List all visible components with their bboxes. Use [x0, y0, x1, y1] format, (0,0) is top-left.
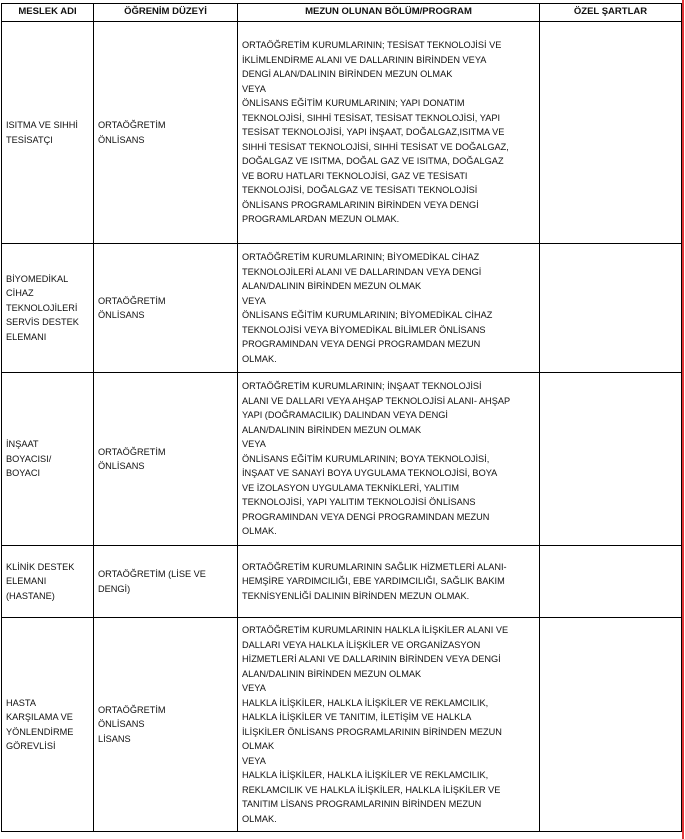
occupation-table	[1, 3, 682, 832]
program-line: HALKLA İLİŞKİLER, HALKLA İLİŞKİLER VE REKLAMCILIK,	[242, 770, 489, 780]
education-level-line: ÖNLİSANS	[98, 719, 145, 730]
program-line: PROGRAMINDAN VEYA DENGİ PROGRAMINDAN MEZUN	[242, 511, 490, 522]
program-line: VEYA	[242, 83, 266, 94]
table-header-row	[2, 4, 682, 22]
special-conditions-cell	[540, 546, 682, 618]
program-line: YAPI (DOĞRAMACILIK) DALINDAN VEYA DENGİ	[242, 410, 448, 421]
program-line: VEYA	[242, 683, 266, 693]
occupation-line: BOYACI	[6, 468, 41, 479]
program-line: OLMAK	[242, 741, 275, 751]
education-level-cell	[94, 22, 238, 244]
table-row	[2, 22, 682, 244]
header-occupation: MESLEK ADI	[2, 4, 94, 22]
table-row	[2, 244, 682, 373]
program-cell	[238, 546, 540, 618]
program-line: ÖNLİSANS EĞİTİM KURUMLARININ; BOYA TEKNOLOJİSİ,	[242, 453, 490, 464]
occupation-cell	[2, 373, 94, 546]
program-line: TESİSAT TEKNOLOJİSİ, YAPI İNŞAAT, DOĞALGAZ,ISITMA VE	[242, 127, 505, 138]
program-line: ORTAÖĞRETİM KURUMLARININ; BİYOMEDİKAL CİHAZ	[242, 252, 480, 262]
occupation-line: ELEMANI	[6, 331, 47, 342]
program-line: TEKNOLOJİLERİ ALANI VE DALLARINDAN VEYA DENGİ	[242, 266, 482, 277]
program-line: TEKNİSYENLİĞİ DALININ BİRİNDEN MEZUN OLMAK.	[242, 590, 470, 601]
education-level-cell	[94, 618, 238, 832]
occupation-line: KLİNİK DESTEK	[6, 561, 75, 572]
occupation-line: ELEMANI	[6, 576, 47, 587]
program-line: ALAN/DALININ BİRİNDEN MEZUN OLMAK	[242, 668, 422, 679]
program-line: HALKLA İLİŞKİLER VE TANITIM, İLETİŞİM VE HALKLA	[242, 712, 472, 722]
education-level-line: ORTAÖĞRETİM	[98, 704, 166, 715]
header-program: MEZUN OLUNAN BÖLÜM/PROGRAM	[238, 4, 540, 22]
occupation-cell	[2, 22, 94, 244]
education-level-cell	[94, 244, 238, 373]
special-conditions-cell	[540, 618, 682, 832]
education-level-line: ORTAÖĞRETİM	[98, 120, 166, 130]
program-line: OLMAK.	[242, 526, 277, 537]
program-line: ORTAÖĞRETİM KURUMLARININ SAĞLIK HİZMETLERİ ALANI-	[242, 561, 507, 572]
program-line: ÖNLİSANS PROGRAMLARININ BİRİNDEN VEYA DENGİ	[242, 199, 479, 210]
program-line: OLMAK.	[242, 813, 277, 824]
program-line: OLMAK.	[242, 353, 277, 364]
program-line: ÖNLİSANS EĞİTİM KURUMLARININ; YAPI DONATIM	[242, 98, 465, 109]
program-line: DENGİ ALAN/DALININ BİRİNDEN MEZUN OLMAK	[242, 69, 453, 80]
table-row	[2, 546, 682, 618]
page-edge-line	[682, 0, 684, 839]
special-conditions-cell	[540, 244, 682, 373]
education-level-line: ÖNLİSANS	[98, 461, 145, 471]
education-level-line: DENGİ)	[98, 583, 131, 594]
table-row	[2, 618, 682, 832]
special-conditions-cell	[540, 373, 682, 546]
program-line: PROGRAMINDAN VEYA DENGİ PROGRAMDAN MEZUN	[242, 339, 481, 349]
occupation-line: YÖNLENDİRME	[6, 726, 74, 737]
occupation-line: SERVİS DESTEK	[6, 317, 79, 328]
program-line: VE İZOLASYON UYGULAMA TEKNİKLERİ, YALITIM	[242, 482, 459, 493]
education-level-line: ÖNLİSANS	[98, 134, 145, 145]
program-line: VE BORU HATLARI TEKNOLOJİSİ, GAZ VE TESİSATI	[242, 170, 468, 181]
occupation-cell	[2, 546, 94, 618]
special-conditions-cell	[540, 22, 682, 244]
program-line: VEYA	[242, 755, 266, 766]
program-line: ORTAÖĞRETİM KURUMLARININ; TESİSAT TEKNOLOJİSİ VE	[242, 40, 502, 51]
occupation-line: BİYOMEDİKAL	[6, 273, 69, 284]
program-line: ALANI VE DALLARI VEYA AHŞAP TEKNOLOJİSİ ALANI- AHŞAP	[242, 395, 511, 406]
program-line: TEKNOLOJİSİ, SIHHİ TESİSAT, TESİSAT TEKNOLOJİSİ, YAPI	[242, 112, 501, 123]
program-line: ALAN/DALININ BİRİNDEN MEZUN OLMAK	[242, 424, 422, 435]
program-line: REKLAMCILIK VE HALKLA İLİŞKİLER, HALKLA İLİŞKİLER VE	[242, 784, 501, 795]
occupation-line: KARŞILAMA VE	[6, 712, 73, 722]
program-line: VEYA	[242, 439, 266, 450]
education-level-line: ORTAÖĞRETİM (LİSE VE	[98, 569, 206, 579]
program-line: ORTAÖĞRETİM KURUMLARININ HALKLA İLİŞKİLER ALANI VE	[242, 625, 509, 635]
program-line: İKLİMLENDİRME ALANI VE DALLARININ BİRİNDEN VEYA	[242, 54, 487, 65]
program-cell	[238, 618, 540, 832]
program-line: VEYA	[242, 295, 266, 306]
occupation-line: İNŞAAT	[6, 439, 39, 450]
program-line: PROGRAMLARDAN MEZUN OLMAK.	[242, 214, 400, 225]
program-line: HALKLA İLİŞKİLER, HALKLA İLİŞKİLER VE REKLAMCILIK,	[242, 697, 489, 708]
program-line: ALAN/DALININ BİRİNDEN MEZUN OLMAK	[242, 281, 422, 291]
program-line: TANITIM LİSANS PROGRAMLARININ BİRİNDEN MEZUN	[242, 799, 482, 809]
program-line: DOĞALGAZ VE ISITMA, DOĞAL GAZ VE ISITMA, DOĞALGAZ	[242, 156, 504, 167]
program-line: İNŞAAT VE SANAYİ BOYA UYGULAMA TEKNOLOJİSİ, BOYA	[242, 468, 498, 479]
program-line: ORTAÖĞRETİM KURUMLARININ; İNŞAAT TEKNOLOJİSİ	[242, 381, 482, 392]
program-cell	[238, 244, 540, 373]
program-line: TEKNOLOJİSİ, DOĞALGAZ VE TESİSATI TEKNOLOJİSİ	[242, 185, 478, 196]
program-line: TEKNOLOJİSİ, YAPI YALITIM TEKNOLOJİSİ ÖNLİSANS	[242, 497, 476, 508]
header-special-conditions: ÖZEL ŞARTLAR	[540, 4, 682, 22]
education-level-line: ORTAÖĞRETİM	[98, 295, 166, 306]
occupation-cell	[2, 244, 94, 373]
program-line: ÖNLİSANS EĞİTİM KURUMLARININ; BİYOMEDİKAL CİHAZ	[242, 310, 493, 320]
program-line: TEKNOLOJİSİ VEYA BİYOMEDİKAL BİLİMLER ÖNLİSANS	[242, 324, 486, 335]
program-cell	[238, 22, 540, 244]
occupation-line: (HASTANE)	[6, 590, 55, 601]
occupation-line: TESİSATÇI	[6, 134, 53, 145]
occupation-line: ISITMA VE SIHHİ	[6, 120, 78, 130]
table-body	[2, 22, 682, 832]
education-level-line: ORTAÖĞRETİM	[98, 446, 166, 457]
program-line: DALLARI VEYA HALKLA İLİŞKİLER VE ORGANİZASYON	[242, 639, 481, 650]
occupation-line: BOYACISI/	[6, 453, 52, 464]
occupation-line: GÖREVLİSİ	[6, 741, 56, 751]
program-cell	[238, 373, 540, 546]
education-level-line: ÖNLİSANS	[98, 310, 145, 320]
program-line: İLİŞKİLER ÖNLİSANS PROGRAMLARININ BİRİNDEN MEZUN	[242, 726, 502, 737]
education-level-line: LİSANS	[98, 733, 131, 744]
education-level-cell	[94, 546, 238, 618]
occupation-line: CİHAZ	[6, 288, 34, 299]
education-level-cell	[94, 373, 238, 546]
program-line: HEMŞİRE YARDIMCILIĞI, EBE YARDIMCILIĞI, SAĞLIK BAKIM	[242, 576, 505, 587]
program-line: HİZMETLERİ ALANI VE DALLARININ BİRİNDEN VEYA DENGİ	[242, 654, 501, 664]
header-education-level: ÖĞRENİM DÜZEYİ	[94, 4, 238, 22]
occupation-line: TEKNOLOJİLERİ	[6, 302, 78, 313]
program-line: SIHHİ TESİSAT TEKNOLOJİSİ, SIHHİ TESİSAT VE DOĞALGAZ,	[242, 141, 509, 152]
table-row	[2, 373, 682, 546]
occupation-cell	[2, 618, 94, 832]
occupation-line: HASTA	[6, 697, 36, 708]
